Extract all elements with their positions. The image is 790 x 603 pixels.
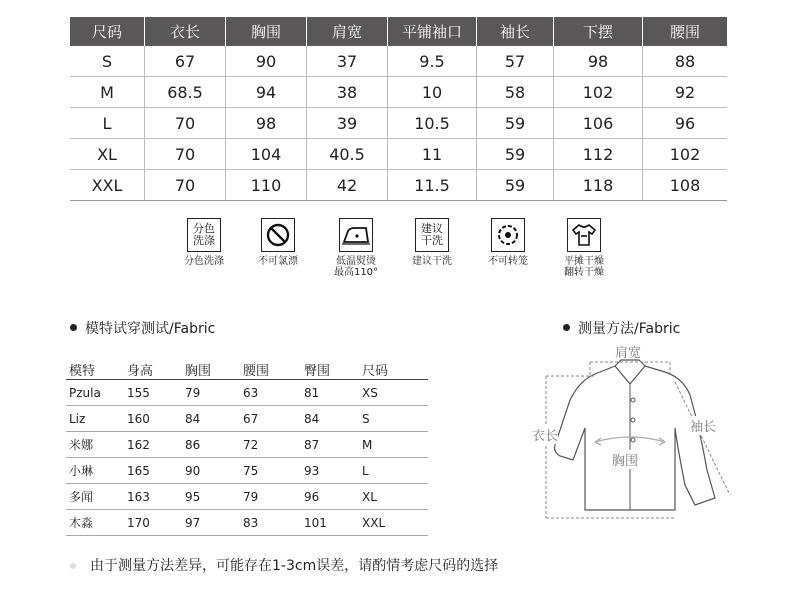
model-row [66,380,428,406]
no-tumble-icon [491,218,525,252]
dry-clean-icon [415,218,449,252]
shirt-measure-diagram [525,340,745,530]
size-cell: 70 [145,170,226,201]
model-cell: 93 [301,458,359,484]
model-cell: 160 [124,406,182,432]
model-cell: 87 [301,432,359,458]
size-cell: 102 [554,77,643,108]
care-label: 不可转笼 [488,256,528,267]
model-cell: Liz [66,406,124,432]
care-label: 分色洗涤 [184,256,224,267]
size-cell: L [70,108,145,139]
size-cell: 10.5 [388,108,477,139]
model-cell: 小琳 [66,458,124,484]
model-cell: 米娜 [66,432,124,458]
model-cell: 96 [301,484,359,510]
model-cell: 95 [182,484,240,510]
bullet-icon [70,324,77,331]
model-cell: 木淼 [66,510,124,536]
no-bleach-icon [261,218,295,252]
model-row [66,510,428,536]
size-cell: 37 [307,46,388,77]
note-bullet-icon [70,563,76,569]
model-cell: 75 [240,458,301,484]
header-height: 身高 [124,359,182,380]
model-row [66,484,428,510]
model-cell: 63 [240,380,301,406]
model-cell: 多闻 [66,484,124,510]
model-cell: XXL [359,510,428,536]
header-sleeve: 袖长 [477,17,554,46]
model-cell: 90 [182,458,240,484]
flat-dry-icon [567,218,601,252]
model-cell: 72 [240,432,301,458]
model-row [66,458,428,484]
header-waist: 腰围 [643,17,728,46]
low-iron-icon [339,218,373,252]
size-cell: 42 [307,170,388,201]
size-row [70,77,727,108]
size-cell: 96 [643,108,728,139]
shoulder-label: 肩宽 [615,346,642,361]
size-cell: 98 [226,108,307,139]
care-box-text: 分色洗涤 [193,222,215,247]
size-cell: XXL [70,170,145,201]
model-cell: S [359,406,428,432]
model-table [66,359,428,536]
header-waist: 腰围 [240,359,301,380]
size-cell: 108 [643,170,728,201]
model-cell: 155 [124,380,182,406]
size-cell: 104 [226,139,307,170]
size-row [70,108,727,139]
header-size: 尺码 [70,17,145,46]
model-cell: 162 [124,432,182,458]
model-cell: 81 [301,380,359,406]
model-cell: 86 [182,432,240,458]
note-text: 由于测量方法差异，可能存在1-3cm误差，请酌情考虑尺码的选择 [90,558,499,574]
size-cell: 11.5 [388,170,477,201]
model-cell: 97 [182,510,240,536]
model-cell: 165 [124,458,182,484]
size-cell: 118 [554,170,643,201]
size-cell: 59 [477,108,554,139]
header-cuff: 平铺袖口 [388,17,477,46]
model-cell: L [359,458,428,484]
care-label: 建议干洗 [412,256,452,267]
size-row [70,170,727,201]
model-row [66,406,428,432]
care-label: 不可氯漂 [258,256,298,267]
care-label: 平摊干燥翻转干燥 [564,256,604,278]
header-model: 模特 [66,359,124,380]
header-size: 尺码 [359,359,428,380]
size-table-header [70,17,727,46]
size-table [70,17,727,201]
care-box-text: 建议干洗 [421,222,443,247]
size-cell: 59 [477,170,554,201]
header-hip: 臀围 [301,359,359,380]
header-shoulder: 肩宽 [307,17,388,46]
model-cell: 163 [124,484,182,510]
header-hem: 下摆 [554,17,643,46]
model-table-header [66,359,428,380]
bullet-icon [563,324,570,331]
model-section-title [70,318,215,338]
model-cell: 79 [240,484,301,510]
measurement-note [70,555,498,575]
length-label: 衣长 [532,425,558,444]
size-cell: XL [70,139,145,170]
measure-section-title [563,318,680,338]
model-cell: XS [359,380,428,406]
chest-label: 胸围 [612,450,638,469]
care-item-low-iron [324,218,388,278]
size-cell: 11 [388,139,477,170]
model-cell: 84 [301,406,359,432]
size-cell: 68.5 [145,77,226,108]
size-cell: 90 [226,46,307,77]
care-item-no-bleach [246,218,310,267]
care-item-separate-wash [172,218,236,267]
size-cell: 94 [226,77,307,108]
size-cell: 9.5 [388,46,477,77]
size-cell: 58 [477,77,554,108]
size-cell: 38 [307,77,388,108]
size-cell: 57 [477,46,554,77]
size-cell: 88 [643,46,728,77]
model-cell: 84 [182,406,240,432]
size-cell: 39 [307,108,388,139]
size-cell: 59 [477,139,554,170]
size-cell: 112 [554,139,643,170]
model-cell: 67 [240,406,301,432]
size-row [70,139,727,170]
size-cell: 92 [643,77,728,108]
care-item-no-tumble [476,218,540,267]
model-cell: 83 [240,510,301,536]
measure-title-text: 测量方法/Fabric [578,321,681,337]
size-cell: 102 [643,139,728,170]
care-label: 低温熨烫最高110° [333,256,379,278]
header-chest: 胸围 [182,359,240,380]
size-cell: 10 [388,77,477,108]
size-cell: 70 [145,139,226,170]
size-cell: 70 [145,108,226,139]
size-cell: 98 [554,46,643,77]
model-cell: 101 [301,510,359,536]
model-cell: Pzula [66,380,124,406]
care-instructions [172,218,612,288]
model-row [66,432,428,458]
size-cell: 110 [226,170,307,201]
model-cell: 79 [182,380,240,406]
separate-wash-icon [187,218,221,252]
sleeve-label: 袖长 [690,416,716,435]
care-item-flat-dry [552,218,616,278]
model-cell: XL [359,484,428,510]
size-cell: S [70,46,145,77]
size-row [70,46,727,77]
header-length: 衣长 [145,17,226,46]
care-item-dry-clean [400,218,464,267]
model-title-text: 模特试穿测试/Fabric [85,321,216,337]
size-cell: M [70,77,145,108]
header-chest: 胸围 [226,17,307,46]
size-cell: 106 [554,108,643,139]
size-cell: 40.5 [307,139,388,170]
size-cell: 67 [145,46,226,77]
model-cell: M [359,432,428,458]
model-cell: 170 [124,510,182,536]
